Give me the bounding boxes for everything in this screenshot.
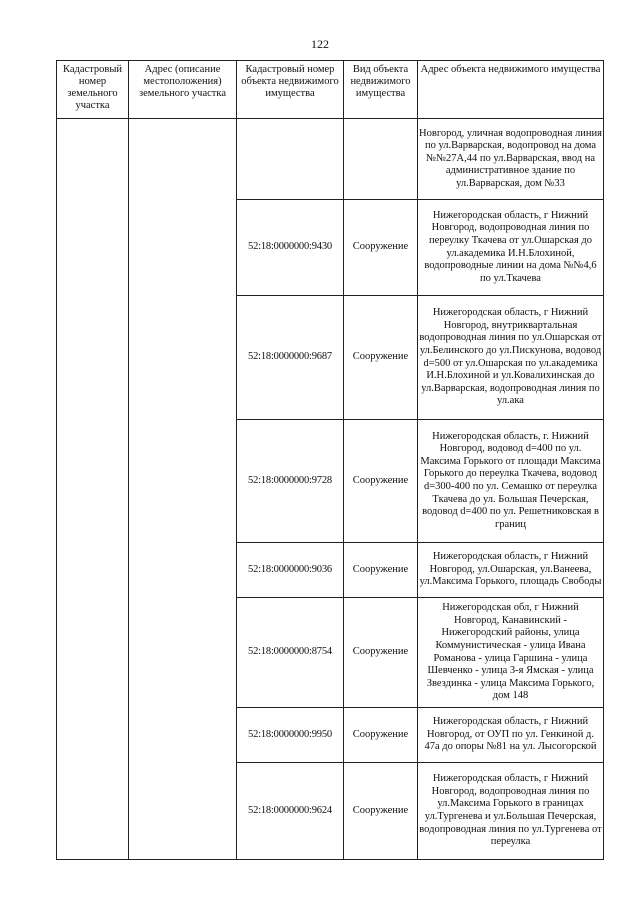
object-address-cell: Нижегородская обл, г Нижний Новгород, Канавинский - Нижегородский районы, улица Коммунистическая - улица Ивана Романова - улица Гаршина - улица Шевченко - улица 3-я Ямская - улица Звездинка - улица Максима Горького, дом 148 — [418, 598, 604, 708]
object-kind-cell: Сооружение — [344, 296, 418, 420]
object-address-cell: Нижегородская область, г Нижний Новгород, внутриквартальная водопроводная линия по ул.Ошарская от ул.Белинского до ул.Пискунова, водовод d=500 от ул.Ошарская по ул.академика И.Н.Блохиной и ул.Ковалихинская до ул.Варварская, водопроводная линия по ул.ака — [418, 296, 604, 420]
object-kind-cell: Сооружение — [344, 763, 418, 860]
header-object-cadastral: Кадастровый номер объекта недвижимого имущества — [237, 61, 344, 119]
object-address-cell: Новгород, уличная водопроводная линия по ул.Варварская, водопровод на дома №№27А,44 по ул.Варварская, ввод на административное здание по ул.Варварская, дом №33 — [418, 119, 604, 200]
page-number: 122 — [311, 37, 329, 51]
object-cadastral-cell: 52:18:0000000:9036 — [237, 543, 344, 598]
object-kind-cell: Сооружение — [344, 708, 418, 763]
object-kind-cell: Сооружение — [344, 200, 418, 296]
object-cadastral-cell: 52:18:0000000:9950 — [237, 708, 344, 763]
object-kind-cell: Сооружение — [344, 598, 418, 708]
table-header-row — [57, 61, 604, 119]
object-cadastral-cell — [237, 119, 344, 200]
header-land-address: Адрес (описание местоположения) земельного участка — [129, 61, 237, 119]
object-kind-cell: Сооружение — [344, 543, 418, 598]
object-kind-cell — [344, 119, 418, 200]
object-address-cell: Нижегородская область, г. Нижний Новгород, водовод d=400 по ул. Максима Горького от площади Максима Горького до переулка Ткачева, водовод d=300-400 по ул. Семашко от переулка Ткачева до ул. Большая Печерская, водовод d=400 по ул. Решетниковская в границ — [418, 420, 604, 543]
object-address-cell: Нижегородская область, г Нижний Новгород, водопроводная линия по ул.Максима Горького в границах ул.Тургенева и ул.Большая Печерская, водопроводная линия по ул.Тургенева от переулка — [418, 763, 604, 860]
object-kind-cell: Сооружение — [344, 420, 418, 543]
object-cadastral-cell: 52:18:0000000:9687 — [237, 296, 344, 420]
header-land-cadastral: Кадастровый номер земельного участка — [57, 61, 129, 119]
object-address-cell: Нижегородская область, г Нижний Новгород, водопроводная линия по переулку Ткачева от ул.Ошарская до ул.академика И.Н.Блохиной, водопроводные линии на дома №№4,6 по ул.Ткачева — [418, 200, 604, 296]
object-cadastral-cell: 52:18:0000000:9624 — [237, 763, 344, 860]
header-object-address: Адрес объекта недвижимого имущества — [418, 61, 604, 119]
land-cadastral-cell — [57, 119, 129, 860]
property-table — [56, 60, 604, 860]
object-address-cell: Нижегородская область, г Нижний Новгород, от ОУП по ул. Генкиной д. 47а до опоры №81 на ул. Лысогорской — [418, 708, 604, 763]
object-address-cell: Нижегородская область, г Нижний Новгород, ул.Ошарская, ул.Ванеева, ул.Максима Горького, площадь Свободы — [418, 543, 604, 598]
table-row — [57, 119, 604, 200]
header-object-kind: Вид объекта недвижимого имущества — [344, 61, 418, 119]
object-cadastral-cell: 52:18:0000000:9430 — [237, 200, 344, 296]
object-cadastral-cell: 52:18:0000000:8754 — [237, 598, 344, 708]
object-cadastral-cell: 52:18:0000000:9728 — [237, 420, 344, 543]
land-address-cell — [129, 119, 237, 860]
